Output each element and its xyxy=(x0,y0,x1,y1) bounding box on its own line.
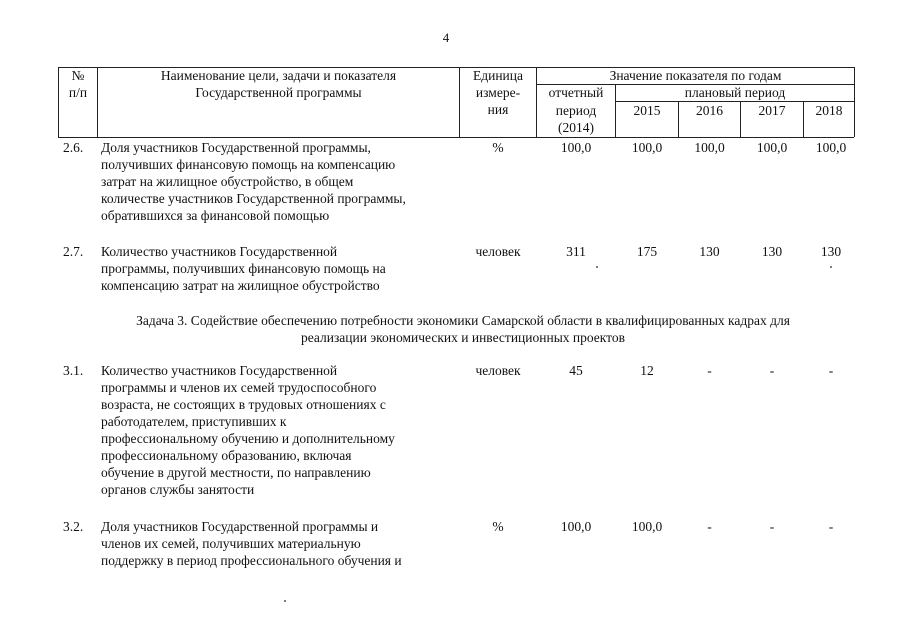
header-year-2017: 2017 xyxy=(758,103,786,118)
row-value-2014: 100,0 xyxy=(560,519,592,534)
header-num-line-2: п/п xyxy=(68,85,88,100)
row-name-line: органов службы занятости xyxy=(101,482,255,497)
row-name-line: программы и членов их семей трудоспособного xyxy=(101,380,377,395)
row-name-line: Доля участников Государственной программы и xyxy=(101,519,379,534)
row-name-line: работодателем, приступивших к xyxy=(101,414,287,429)
row-value-2018: - xyxy=(828,363,834,378)
row-value-2018: 130 xyxy=(820,244,842,259)
row-name-line: обратившихся за финансовой помощью xyxy=(101,208,330,223)
row-name-line: членов их семей, получивших материальную xyxy=(101,536,361,551)
header-reporting-line-2: период xyxy=(555,103,597,118)
header-num-line-1: № xyxy=(71,68,85,83)
header-reporting-line-3: (2014) xyxy=(558,120,594,135)
row-name-line: обучение в другой местности, по направлению xyxy=(101,465,371,480)
row-number: 3.1. xyxy=(63,363,84,378)
header-year-2018: 2018 xyxy=(815,103,843,118)
row-name-line: количестве участников Государственной программы, xyxy=(101,191,406,206)
row-value-2016: 100,0 xyxy=(694,140,725,155)
row-unit: человек xyxy=(475,244,521,259)
row-value-2016: - xyxy=(707,519,712,534)
row-value-2018: 100,0 xyxy=(815,140,847,155)
scan-speck xyxy=(596,266,598,268)
task-heading-line-2: реализации экономических и инвестиционных проектов xyxy=(300,330,625,345)
row-value-2015: 12 xyxy=(640,363,654,378)
row-name-line: профессиональному образованию, включая xyxy=(101,448,352,463)
row-number: 2.7. xyxy=(63,244,84,259)
row-value-2016: 130 xyxy=(699,244,720,259)
row-unit: % xyxy=(492,519,504,534)
header-name-line-2: Государственной программы xyxy=(195,85,362,100)
header-year-2016: 2016 xyxy=(696,103,723,118)
row-name-line: поддержку в период профессионального обучения и xyxy=(101,553,402,568)
row-name-line: Количество участников Государственной xyxy=(101,244,338,259)
page-number: 4 xyxy=(442,30,450,45)
row-unit: % xyxy=(492,140,504,155)
task-heading-line-1: Задача 3. Содействие обеспечению потребности экономики Самарской области в квалифицированных кадрах для xyxy=(136,313,790,328)
row-value-2018: - xyxy=(828,519,834,534)
row-value-2014: 311 xyxy=(566,244,586,259)
header-planned-period: плановый период xyxy=(684,85,786,100)
row-value-2015: 100,0 xyxy=(631,140,663,155)
row-value-2014: 100,0 xyxy=(560,140,592,155)
row-name-line: затрат на жилищное обустройство, в общем xyxy=(101,174,354,189)
row-value-2016: - xyxy=(707,363,712,378)
row-name-line: возраста, не состоящих в трудовых отношениях с xyxy=(101,397,386,412)
header-unit-line-2: измере- xyxy=(475,85,521,100)
row-number: 3.2. xyxy=(63,519,84,534)
header-values-title: Значение показателя по годам xyxy=(609,68,782,83)
row-name-line: Доля участников Государственной программы, xyxy=(101,140,371,155)
scan-speck xyxy=(830,266,832,268)
row-name-line: Количество участников Государственной xyxy=(101,363,338,378)
row-name-line: программы, получивших финансовую помощь на xyxy=(101,261,386,276)
row-value-2017: 100,0 xyxy=(756,140,788,155)
row-value-2015: 100,0 xyxy=(631,519,663,534)
row-value-2017: 130 xyxy=(761,244,783,259)
header-reporting-line-1: отчетный xyxy=(548,85,604,100)
scan-speck xyxy=(284,600,286,602)
header-unit-line-1: Единица xyxy=(472,68,523,83)
row-value-2015: 175 xyxy=(636,244,658,259)
row-name-line: получивших финансовую помощь на компенсацию xyxy=(101,157,396,172)
header-unit-line-3: ния xyxy=(487,102,509,117)
row-value-2014: 45 xyxy=(569,363,583,378)
header-name-line-1: Наименование цели, задачи и показателя xyxy=(160,68,397,83)
row-value-2017: - xyxy=(769,363,775,378)
row-unit: человек xyxy=(475,363,521,378)
row-name-line: профессиональному обучению и дополнительному xyxy=(101,431,395,446)
row-name-line: компенсацию затрат на жилищное обустройство xyxy=(101,278,380,293)
row-number: 2.6. xyxy=(63,140,84,155)
row-value-2017: - xyxy=(769,519,775,534)
header-col-line-8 xyxy=(854,67,855,137)
header-year-2015: 2015 xyxy=(633,103,661,118)
header-bottom-border xyxy=(58,137,854,138)
